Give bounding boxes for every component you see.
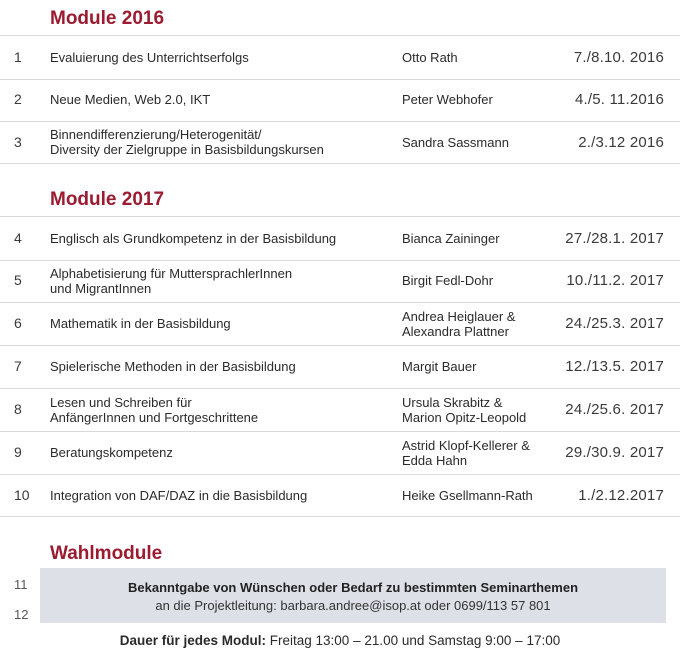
module-number: 9 bbox=[14, 444, 22, 460]
module-row bbox=[0, 302, 680, 346]
module-trainer-line: Edda Hahn bbox=[402, 452, 468, 468]
module-title-line: Evaluierung des Unterrichtserfolgs bbox=[50, 50, 249, 65]
module-title-line: Alphabetisierung für MuttersprachlerInnen bbox=[50, 265, 293, 281]
module-title-line: Diversity der Zielgruppe in Basisbildungskursen bbox=[50, 142, 324, 157]
module-title bbox=[50, 431, 380, 474]
module-trainer-line: Ursula Skrabitz & bbox=[402, 394, 503, 410]
module-title bbox=[50, 259, 380, 302]
module-date: 12./13.5. 2017 bbox=[565, 358, 664, 375]
module-trainer-line: Andrea Heiglauer & bbox=[402, 308, 516, 324]
module-number: 4 bbox=[14, 230, 22, 246]
duration-footer bbox=[0, 633, 680, 648]
module-trainer bbox=[402, 345, 552, 388]
module-trainer-line: Marion Opitz-Leopold bbox=[402, 409, 527, 425]
duration-label: Dauer für jedes Modul: bbox=[119, 633, 267, 648]
module-trainer bbox=[402, 78, 552, 121]
module-number: 1 bbox=[14, 49, 22, 65]
module-date: 27./28.1. 2017 bbox=[565, 230, 664, 247]
module-row bbox=[0, 121, 680, 164]
module-title bbox=[50, 217, 380, 260]
module-trainer bbox=[402, 259, 552, 302]
module-date: 29./30.9. 2017 bbox=[565, 444, 664, 461]
module-date: 1./2.12.2017 bbox=[578, 486, 664, 504]
module-date: 24./25.3. 2017 bbox=[565, 315, 664, 332]
module-title bbox=[50, 78, 380, 121]
module-trainer-line: Peter Webhofer bbox=[402, 92, 493, 107]
module-title-line: Binnendifferenzierung/Heterogenität/ bbox=[50, 127, 262, 142]
module-number: 10 bbox=[14, 486, 30, 503]
module-row bbox=[0, 259, 680, 303]
module-trainer bbox=[402, 217, 552, 260]
module-date: 24./25.6. 2017 bbox=[565, 401, 664, 418]
module-trainer-line: Bianca Zaininger bbox=[402, 231, 500, 246]
wahlmodule-number-12: 12 bbox=[14, 607, 29, 622]
module-title-line: Beratungskompetenz bbox=[50, 445, 173, 460]
module-trainer bbox=[402, 474, 552, 516]
wahlmodule-number-11: 11 bbox=[14, 577, 28, 592]
module-date: 4./5. 11.2016 bbox=[574, 91, 664, 108]
module-row bbox=[0, 431, 680, 475]
module-trainer bbox=[402, 36, 552, 79]
module-title bbox=[50, 36, 380, 79]
module-row bbox=[0, 78, 680, 122]
module-trainer bbox=[402, 388, 552, 431]
module-title bbox=[50, 388, 380, 431]
module-trainer bbox=[402, 431, 552, 474]
module-number: 3 bbox=[14, 133, 22, 150]
module-title-line: Integration von DAF/DAZ in die Basisbildung bbox=[50, 487, 308, 503]
module-number: 5 bbox=[14, 272, 22, 288]
module-title-line: Neue Medien, Web 2.0, IKT bbox=[50, 92, 211, 107]
module-title bbox=[50, 474, 380, 516]
module-trainer bbox=[402, 121, 552, 163]
heading-wahlmodule: Wahlmodule bbox=[50, 543, 163, 564]
heading-module-2017: Module 2017 bbox=[50, 189, 165, 210]
module-trainer-line: Margit Bauer bbox=[402, 359, 477, 374]
module-date: 7./8.10. 2016 bbox=[573, 49, 664, 66]
wahlmodule-info-line-2: an die Projektleitung: barbara.andree@isop.at oder 0699/113 57 801 bbox=[155, 598, 551, 613]
wahlmodule-numbers bbox=[14, 575, 34, 635]
module-trainer-line: Sandra Sassmann bbox=[402, 134, 509, 150]
module-row bbox=[0, 345, 680, 389]
module-title-line: und MigrantInnen bbox=[50, 280, 152, 296]
module-number: 6 bbox=[14, 315, 22, 331]
module-row bbox=[0, 35, 680, 80]
wahlmodule-info-line-1: Bekanntgabe von Wünschen oder Bedarf zu bestimmten Seminarthemen bbox=[127, 580, 579, 595]
module-trainer-line: Alexandra Plattner bbox=[402, 323, 509, 339]
heading-module-2016: Module 2016 bbox=[50, 8, 165, 29]
module-title-line: Englisch als Grundkompetenz in der Basisbildung bbox=[50, 231, 337, 246]
module-title bbox=[50, 302, 380, 345]
module-trainer-line: Birgit Fedl-Dohr bbox=[402, 273, 494, 288]
module-title bbox=[50, 345, 380, 388]
module-trainer-line: Astrid Klopf-Kellerer & bbox=[402, 437, 530, 453]
module-date: 2./3.12 2016 bbox=[578, 133, 664, 151]
module-number: 8 bbox=[14, 401, 22, 417]
module-title-line: AnfängerInnen und Fortgeschrittene bbox=[50, 409, 259, 425]
module-trainer bbox=[402, 302, 552, 345]
module-date: 10./11.2. 2017 bbox=[566, 272, 664, 289]
wahlmodule-info-box bbox=[40, 568, 666, 623]
module-trainer-line: Otto Rath bbox=[402, 50, 458, 65]
module-row bbox=[0, 388, 680, 432]
duration-text: Freitag 13:00 – 21.00 und Samstag 9:00 – 17:00 bbox=[266, 633, 561, 648]
module-number: 7 bbox=[14, 358, 22, 374]
module-row bbox=[0, 474, 680, 517]
module-title bbox=[50, 121, 380, 163]
module-row bbox=[0, 216, 680, 261]
module-title-line: Lesen und Schreiben für bbox=[50, 394, 192, 410]
module-title-line: Mathematik in der Basisbildung bbox=[50, 316, 231, 331]
module-trainer-line: Heike Gsellmann-Rath bbox=[402, 487, 533, 503]
module-title-line: Spielerische Methoden in der Basisbildung bbox=[50, 359, 296, 374]
module-number: 2 bbox=[14, 91, 22, 107]
